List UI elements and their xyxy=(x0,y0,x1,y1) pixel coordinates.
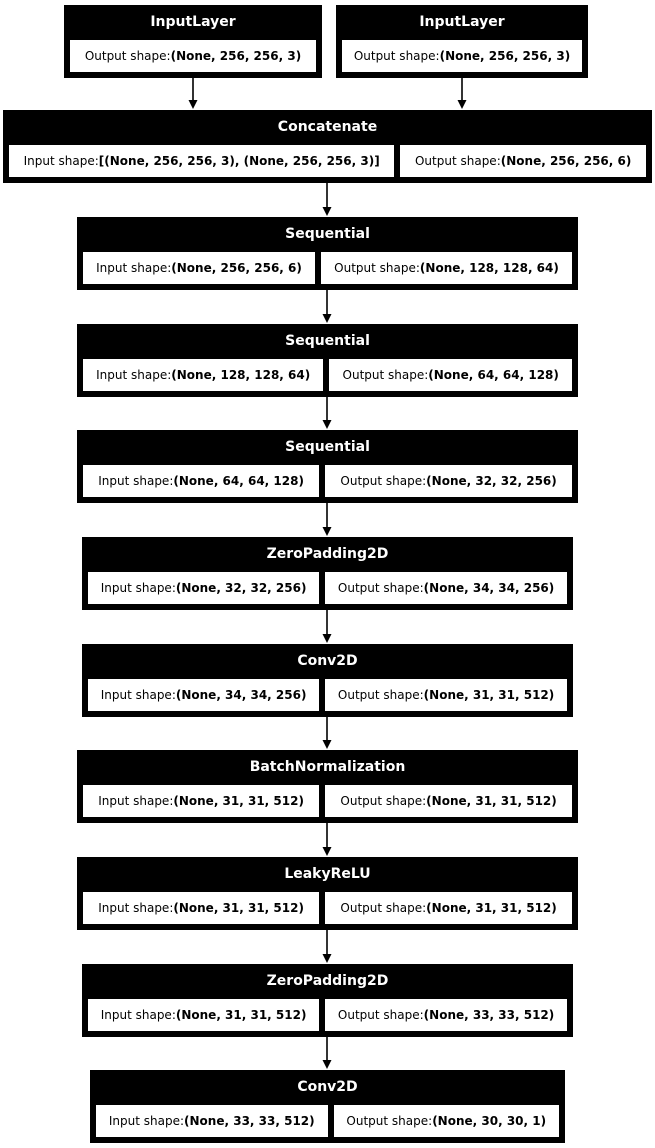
layer-node-leakyrelu xyxy=(77,857,578,930)
input-shape-cell: Input shape: (None, 32, 32, 256) xyxy=(87,571,320,605)
input-shape-cell: Input shape: (None, 128, 128, 64) xyxy=(82,358,324,392)
output-shape-cell: Output shape: (None, 256, 256, 3) xyxy=(341,39,583,73)
layer-node-zeropadding2d-2 xyxy=(82,964,573,1037)
input-shape-cell: Input shape: [(None, 256, 256, 3), (None, 256, 256, 3)] xyxy=(8,144,395,178)
layer-title: ZeroPadding2D xyxy=(266,546,389,562)
layer-node-zeropadding2d-1 xyxy=(82,537,573,610)
layer-node-concatenate xyxy=(3,110,652,183)
arrowhead xyxy=(189,100,198,109)
output-shape-cell: Output shape: (None, 31, 31, 512) xyxy=(324,891,573,925)
input-shape-cell: Input shape: (None, 33, 33, 512) xyxy=(95,1104,329,1138)
output-shape-cell: Output shape: (None, 30, 30, 1) xyxy=(333,1104,560,1138)
layer-title: Concatenate xyxy=(277,119,378,135)
arrowhead xyxy=(323,420,332,429)
arrowhead xyxy=(323,1060,332,1069)
arrowhead xyxy=(323,740,332,749)
output-shape-cell: Output shape: (None, 34, 34, 256) xyxy=(324,571,568,605)
output-shape-cell: Output shape: (None, 32, 32, 256) xyxy=(324,464,573,498)
layer-title: BatchNormalization xyxy=(249,759,406,775)
layer-title: Conv2D xyxy=(297,1079,358,1095)
arrowhead xyxy=(323,314,332,323)
output-shape-cell: Output shape: (None, 256, 256, 3) xyxy=(69,39,317,73)
arrowhead xyxy=(323,527,332,536)
arrowhead xyxy=(323,634,332,643)
input-shape-cell: Input shape: (None, 31, 31, 512) xyxy=(82,891,320,925)
layer-title: Sequential xyxy=(285,439,370,455)
layer-node-sequential-3 xyxy=(77,430,578,503)
layer-title: InputLayer xyxy=(150,14,236,30)
output-shape-cell: Output shape: (None, 31, 31, 512) xyxy=(324,784,573,818)
layer-title: Conv2D xyxy=(297,653,358,669)
layer-node-conv2d-1 xyxy=(82,644,573,717)
layer-title: Sequential xyxy=(285,226,370,242)
input-shape-cell: Input shape: (None, 256, 256, 6) xyxy=(82,251,316,285)
layer-title: InputLayer xyxy=(419,14,505,30)
layer-node-conv2d-2 xyxy=(90,1070,565,1143)
input-shape-cell: Input shape: (None, 34, 34, 256) xyxy=(87,678,320,712)
layer-node-sequential-2 xyxy=(77,324,578,397)
layer-node-inputlayer-2 xyxy=(336,5,588,78)
input-shape-cell: Input shape: (None, 31, 31, 512) xyxy=(87,998,320,1032)
output-shape-cell: Output shape: (None, 128, 128, 64) xyxy=(320,251,573,285)
arrowhead xyxy=(323,207,332,216)
layer-node-inputlayer-1 xyxy=(64,5,322,78)
layer-node-batchnormalization xyxy=(77,750,578,823)
arrowhead xyxy=(323,954,332,963)
layer-node-sequential-1 xyxy=(77,217,578,290)
layer-title: ZeroPadding2D xyxy=(266,973,389,989)
output-shape-cell: Output shape: (None, 31, 31, 512) xyxy=(324,678,568,712)
input-shape-cell: Input shape: (None, 64, 64, 128) xyxy=(82,464,320,498)
arrowhead xyxy=(323,847,332,856)
layer-title: LeakyReLU xyxy=(284,866,371,882)
output-shape-cell: Output shape: (None, 256, 256, 6) xyxy=(399,144,647,178)
output-shape-cell: Output shape: (None, 33, 33, 512) xyxy=(324,998,568,1032)
input-shape-cell: Input shape: (None, 31, 31, 512) xyxy=(82,784,320,818)
layer-title: Sequential xyxy=(285,333,370,349)
arrowhead xyxy=(458,100,467,109)
output-shape-cell: Output shape: (None, 64, 64, 128) xyxy=(328,358,573,392)
